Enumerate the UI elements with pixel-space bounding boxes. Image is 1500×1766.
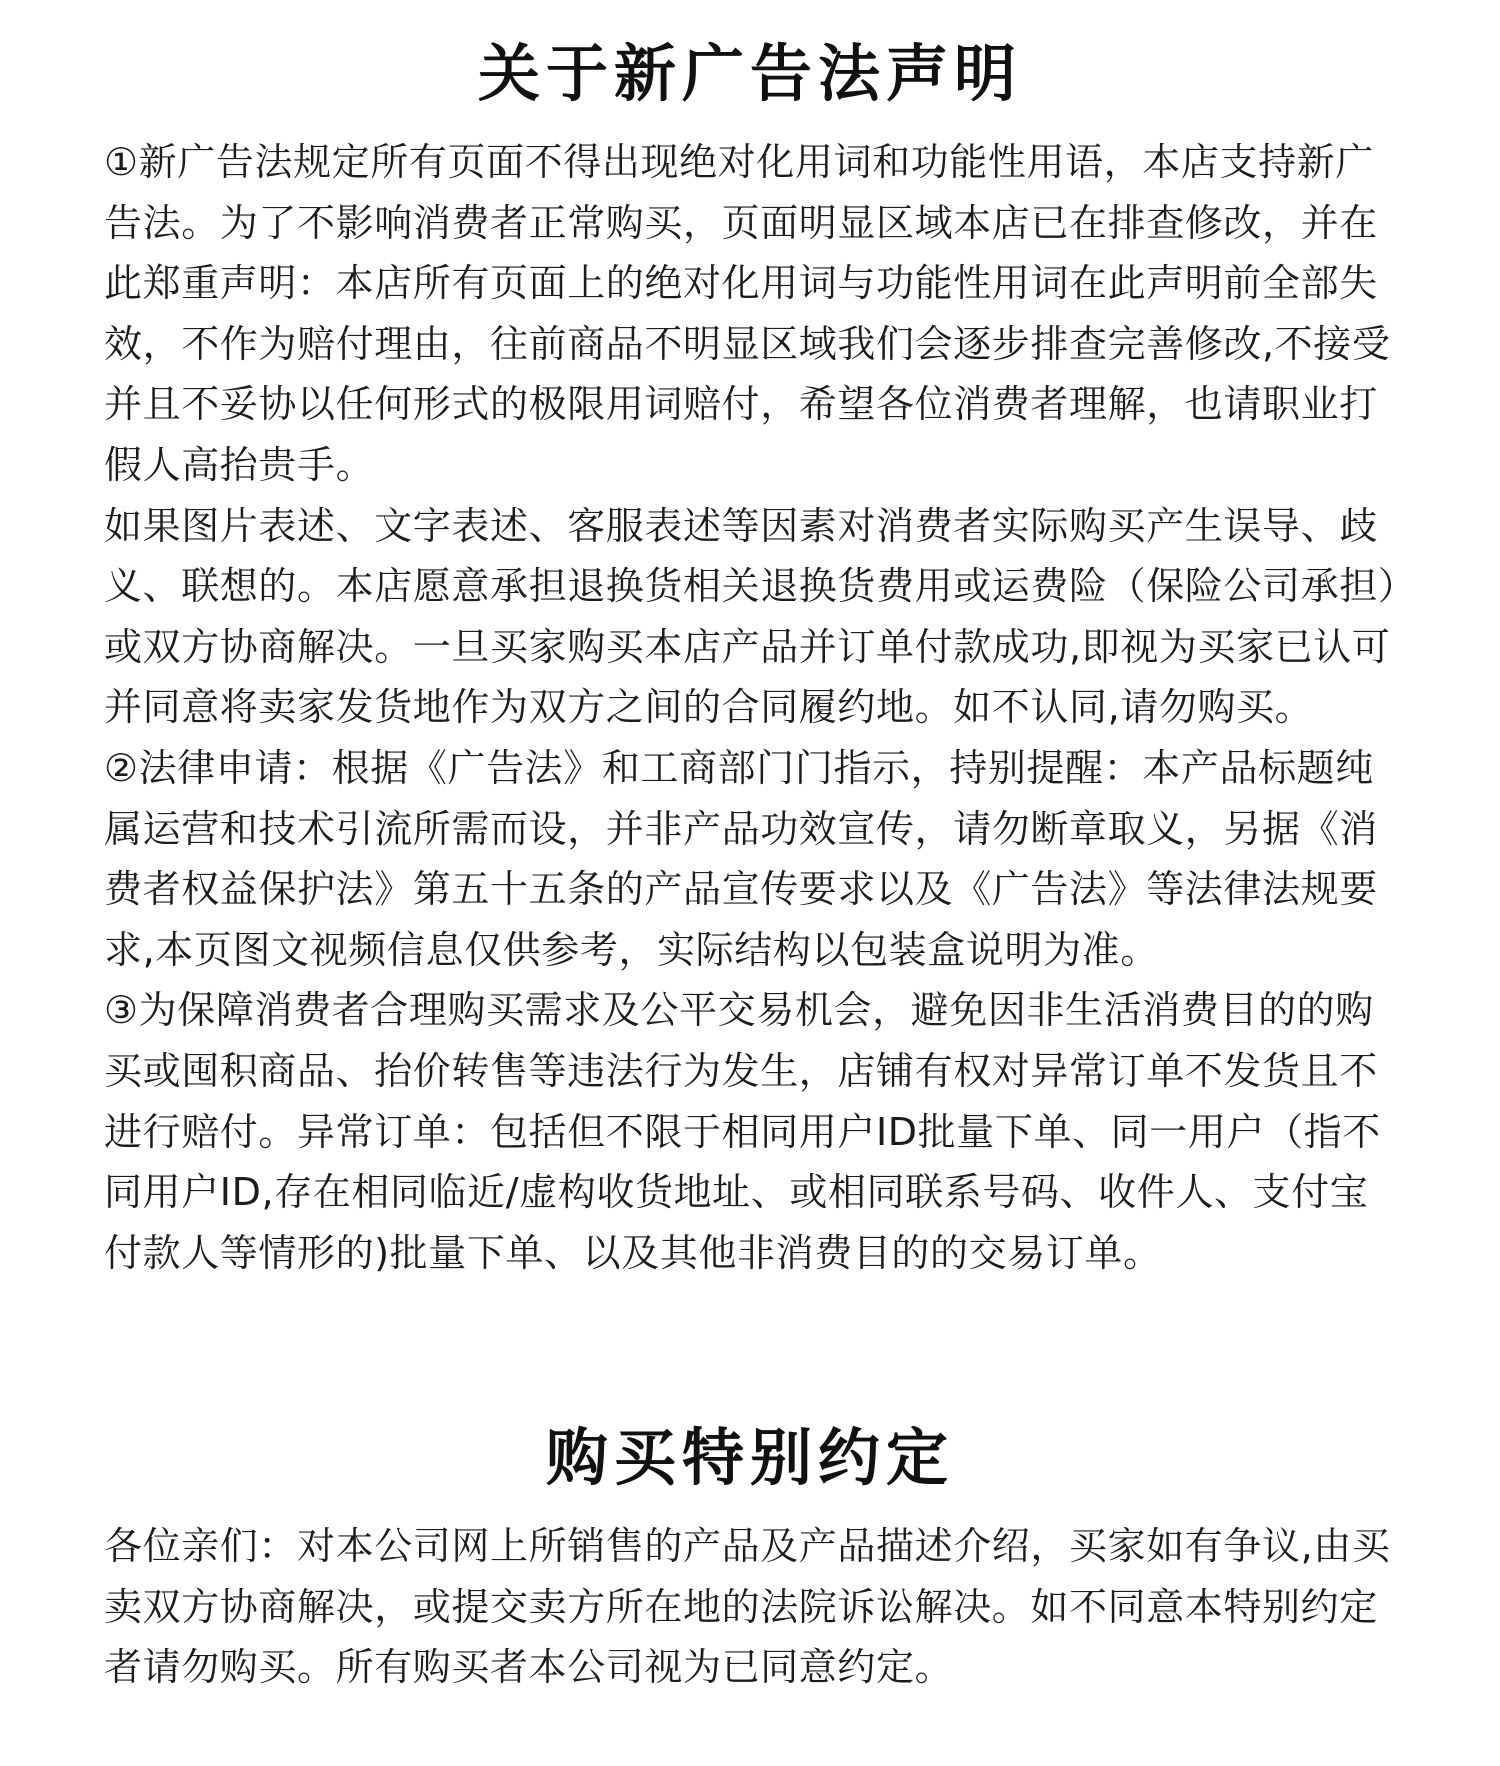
notice-paragraph-3: ②法律申请：根据《广告法》和工商部门门指示，持别提醒：本产品标题纯属运营和技术引流所需而设，并非产品功效宣传，请勿断章取义，另据《消费者权益保护法》第五十五条的产品宣传要求以及《广告法》等法律法规要求,本页图文视频信息仅供参考，实际结构以包装盒说明为准。: [104, 745, 1378, 972]
purchase-agreement-body: [104, 1516, 1404, 1698]
ad-law-notice-title: 关于新广告法声明: [477, 37, 1022, 110]
notice-paragraph-2: 如果图片表述、文字表述、客服表述等因素对消费者实际购买产生误导、歧义、联想的。本店愿意承担退换货相关退换货费用或运费险（保险公司承担）或双方协商解决。一旦买家购买本店产品并订单付款成功,即视为买家已认可并同意将卖家发货地作为双方之间的合同履约地。如不认同,请勿购买。: [104, 503, 1398, 730]
agreement-paragraph-1: 各位亲们：对本公司网上所销售的产品及产品描述介绍，买家如有争议,由买卖双方协商解决，或提交卖方所在地的法院诉讼解决。如不同意本特别约定者请勿购买。所有购买者本公司视为已同意约定。: [104, 1524, 1391, 1690]
purchase-agreement-title: 购买特别约定: [545, 1421, 954, 1494]
ad-law-notice-body: [104, 132, 1404, 1283]
notice-paragraph-4: ③为保障消费者合理购买需求及公平交易机会，避免因非生活消费目的的购买或囤积商品、抬价转售等违法行为发生，店铺有权对异常订单不发货且不进行赔付。异常订单：包括但不限于相同用户ID批量下单、同一用户（指不同用户ID,存在相同临近/虚构收货地址、或相同联系号码、收件人、支付宝付款人等情形的)批量下单、以及其他非消费目的的交易订单。: [104, 988, 1381, 1275]
notice-paragraph-1: ①新广告法规定所有页面不得出现绝对化用词和功能性用语，本店支持新广告法。为了不影响消费者正常购买，页面明显区域本店已在排查修改，并在此郑重声明：本店所有页面上的绝对化用词与功能性用词在此声明前全部失效，不作为赔付理由，往前商品不明显区域我们会逐步排查完善修改,不接受并且不妥协以任何形式的极限用词赔付，希望各位消费者理解，也请职业打假人高抬贵手。: [104, 140, 1391, 487]
